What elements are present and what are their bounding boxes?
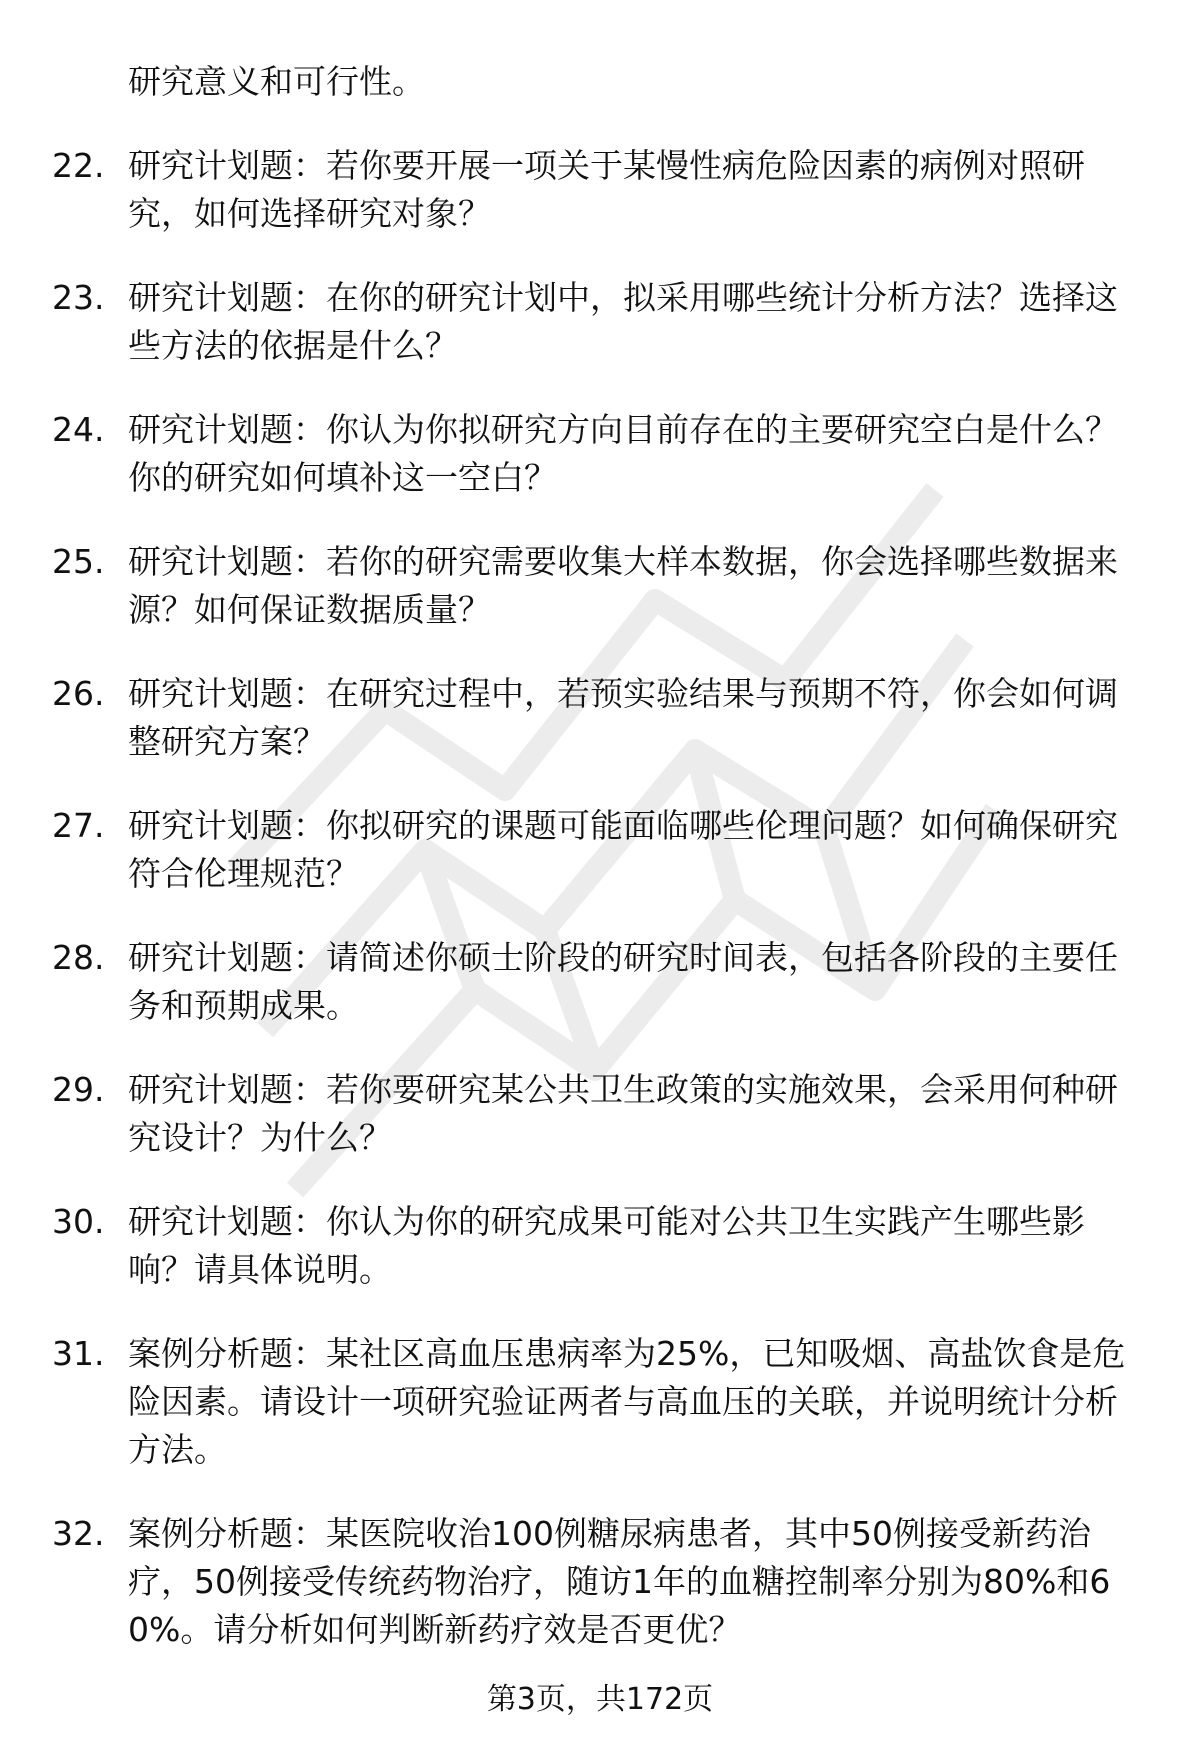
question-number: 25. xyxy=(52,542,105,581)
question-number: 30. xyxy=(52,1202,105,1241)
question-item xyxy=(0,1330,1200,1474)
continuation-text: 研究意义和可行性。 xyxy=(128,62,425,101)
question-item xyxy=(0,1510,1200,1654)
question-number: 32. xyxy=(52,1514,105,1553)
question-list xyxy=(0,142,1200,1690)
question-item xyxy=(0,670,1200,766)
question-text: 研究计划题：若你要开展一项关于某慢性病危险因素的病例对照研究，如何选择研究对象？ xyxy=(128,146,1085,233)
question-number: 28. xyxy=(52,938,105,977)
question-text: 案例分析题：某社区高血压患病率为25%，已知吸烟、高盐饮食是危险因素。请设计一项研究验证两者与高血压的关联，并说明统计分析方法。 xyxy=(128,1334,1126,1469)
question-item xyxy=(0,142,1200,238)
question-item xyxy=(0,1066,1200,1162)
question-text: 研究计划题：你拟研究的课题可能面临哪些伦理问题？如何确保研究符合伦理规范？ xyxy=(128,806,1118,893)
question-text: 研究计划题：若你要研究某公共卫生政策的实施效果，会采用何种研究设计？为什么？ xyxy=(128,1070,1118,1157)
question-item xyxy=(0,406,1200,502)
page-footer: 第3页，共172页 xyxy=(486,1682,714,1717)
question-text: 案例分析题：某医院收治100例糖尿病患者，其中50例接受新药治疗，50例接受传统药物治疗，随访1年的血糖控制率分别为80%和60%。请分析如何判断新药疗效是否更优？ xyxy=(128,1514,1111,1649)
question-text: 研究计划题：若你的研究需要收集大样本数据，你会选择哪些数据来源？如何保证数据质量？ xyxy=(128,542,1118,629)
question-number: 24. xyxy=(52,410,105,449)
question-text: 研究计划题：在研究过程中，若预实验结果与预期不符，你会如何调整研究方案？ xyxy=(128,674,1118,761)
question-item xyxy=(0,802,1200,898)
question-text: 研究计划题：请简述你硕士阶段的研究时间表，包括各阶段的主要任务和预期成果。 xyxy=(128,938,1118,1025)
question-item xyxy=(0,274,1200,370)
question-text: 研究计划题：你认为你拟研究方向目前存在的主要研究空白是什么？你的研究如何填补这一空白？ xyxy=(128,410,1118,497)
question-text: 研究计划题：在你的研究计划中，拟采用哪些统计分析方法？选择这些方法的依据是什么？ xyxy=(128,278,1118,365)
question-text: 研究计划题：你认为你的研究成果可能对公共卫生实践产生哪些影响？请具体说明。 xyxy=(128,1202,1085,1289)
question-number: 26. xyxy=(52,674,105,713)
question-number: 27. xyxy=(52,806,105,845)
question-item xyxy=(0,1198,1200,1294)
question-number: 29. xyxy=(52,1070,105,1109)
question-number: 22. xyxy=(52,146,105,185)
question-item xyxy=(0,934,1200,1030)
question-number: 23. xyxy=(52,278,105,317)
question-number: 31. xyxy=(52,1334,105,1373)
question-item xyxy=(0,538,1200,634)
